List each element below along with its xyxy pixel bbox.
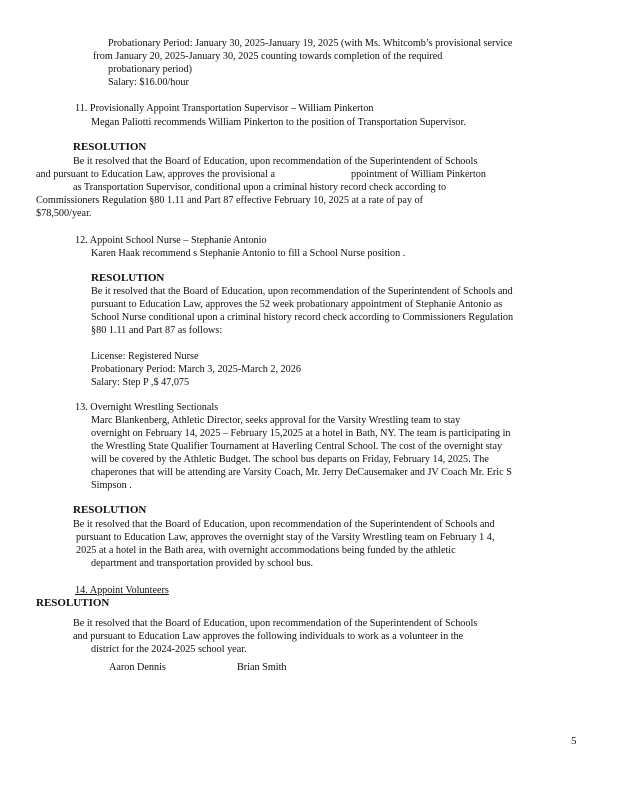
item13-line6: Simpson . [91,480,132,491]
item12-license: License: Registered Nurse [91,351,199,362]
item12-resolution-label: RESOLUTION [91,272,165,284]
item14-resolution-line3: district for the 2024-2025 school year. [91,644,247,655]
item11-resolution-line3: as Transportation Supervisor, conditional upon a criminal history record check according to [73,182,447,193]
item13-line5: chaperones that will be attending are Varsity Coach, Mr. Jerry DeCausemaker and JV Coach Mr. Eric S [91,467,512,478]
volunteer-name: Brian Smith [237,662,287,673]
item13-line1: Marc Blankenberg, Athletic Director, seeks approval for the Varsity Wrestling team to stay [91,415,461,426]
item13-resolution-line1: Be it resolved that the Board of Education, upon recommendation of the Superintendent of Schools and [73,519,495,530]
item11-resolution-line1: Be it resolved that the Board of Education, upon recommendation of the Superintendent of Schools [73,156,478,167]
item13-resolution-line2: pursuant to Education Law, approves the overnight stay of the Varsity Wrestling team on February 1 4, [76,532,495,543]
item11-resolution-line4: Commissioners Regulation §80 1.11 and Part 87 effective February 10, 2025 at a rate of pay of [36,195,424,206]
page-number: 5 [571,735,577,747]
item11-resolution-line5: $78,500/year. [36,208,92,219]
prev-probationary-line3: probationary period) [108,64,193,75]
item11-resolution-line2b: ppointment of William Pinkerton [351,169,486,180]
item12-resolution-line1: Be it resolved that the Board of Education, upon recommendation of the Superintendent of Schools and [91,286,513,297]
item11-resolution-line2a: and pursuant to Education Law, approves the provisional a [36,169,275,180]
item12-description: Karen Haak recommend s Stephanie Antonio to fill a School Nurse position . [91,248,406,259]
item11-resolution-label: RESOLUTION [73,141,147,153]
volunteer-name: Aaron Dennis [109,662,166,673]
item13-line4: will be covered by the Athletic Budget. The school bus departs on Friday, February 14, 2025. The [91,454,489,465]
item13-heading: 13. Overnight Wrestling Sectionals [75,402,219,413]
item14-heading: 14. Appoint Volunteers [75,585,169,596]
prev-salary: Salary: $16.00/hour [108,77,189,88]
item11-heading: 11. Provisionally Appoint Transportation Supervisor – William Pinkerton [75,103,374,114]
item14-resolution-line2: and pursuant to Education Law approves the following individuals to work as a volunteer in the [73,631,464,642]
prev-probationary-line1: Probationary Period: January 30, 2025-January 19, 2025 (with Ms. Whitcomb’s provisional service [108,38,513,49]
item13-resolution-label: RESOLUTION [73,504,147,516]
item12-salary: Salary: Step P ,$ 47,075 [91,377,190,388]
item12-resolution-line3: School Nurse conditional upon a criminal history record check according to Commissioners Regulation [91,312,514,323]
item12-resolution-line2: pursuant to Education Law, approves the 52 week probationary appointment of Stephanie Antonio as [91,299,503,310]
item12-resolution-line4: §80 1.11 and Part 87 as follows: [91,325,223,336]
item12-heading: 12. Appoint School Nurse – Stephanie Antonio [75,235,267,246]
item11-description: Megan Paliotti recommends William Pinkerton to the position of Transportation Supervisor. [91,117,466,128]
item13-line3: the Wrestling State Qualifier Tournament at Haverling Central School. The cost of the overnight stay [91,441,503,452]
item13-resolution-line4: department and transportation provided by school bus. [91,558,314,569]
prev-probationary-line2: from January 20, 2025-January 30, 2025 counting towards completion of the required [93,51,443,62]
item14-resolution-label: RESOLUTION [36,597,110,609]
item13-resolution-line3: 2025 at a hotel in the Bath area, with overnight accommodations being funded by the athletic [76,545,456,556]
item12-probationary-period: Probationary Period: March 3, 2025-March 2, 2026 [91,364,301,375]
item13-line2: overnight on February 14, 2025 – February 15,2025 at a hotel in Bath, NY. The team is participating in [91,428,511,439]
item14-resolution-line1: Be it resolved that the Board of Education, upon recommendation of the Superintendent of Schools [73,618,478,629]
